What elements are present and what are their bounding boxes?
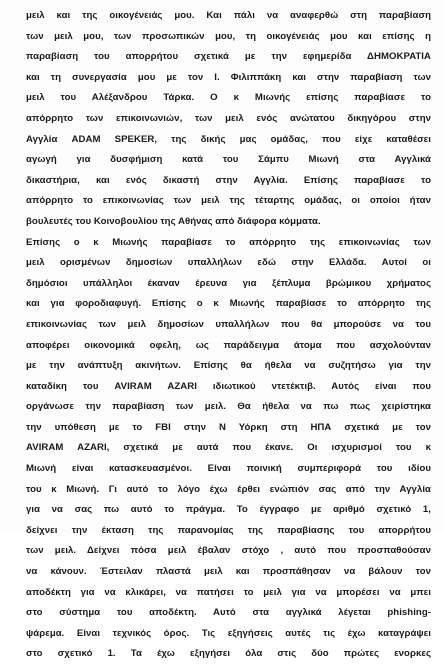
text-line: για να σας πω αυτό το πράγμα. Το έγγραφο με αριθμό σχετικό 1,: [26, 504, 431, 516]
text-line: και τη συνεργασία μου με τον Ι. Φιλιππάκη και στην παραβίαση των: [26, 71, 431, 83]
text-line: απόρρητο των επικοινωνιών, των μειλ ενός ανώτατου δικηγόρου στην: [26, 112, 431, 124]
text-line: βουλευτές του Κοινοβουλίου της Αθήνας από διάφορα κόμματα.: [26, 215, 321, 227]
text-line: δείχνει την έκταση της παρανομίας της παραβίασης του απορρήτου: [26, 524, 431, 536]
text-line: αγωγή για δυσφήμιση κατά του Σάμπυ Μιωνή στα Αγγλικά: [26, 154, 431, 166]
text-line: αποφέρει οικονομικά οφελη, ως παράδειγμα άτομα που ασχολούνταν: [26, 339, 431, 351]
text-line: με την ανάπτυξη ακινήτων. Επίσης θα ήθελα να συζητήσω για την: [26, 360, 431, 372]
text-line: των μειλ μου, των προσωπικών μου, τη οικογένειάς μου και επίσης η: [26, 30, 431, 42]
document-body-text: [26, 6, 431, 665]
text-line: μειλ ορισμένων δημοσίων υπαλλήλων εδώ στην Ελλάδα. Αυτοί οι: [26, 257, 431, 269]
text-line: ψάρεμα. Είναι τεχνικός όρος. Τις εξηγήσεις αυτές τις έχω καταγράψει: [26, 627, 431, 639]
text-line: καταδίκη του AVIRAM AZARI ιδιωτικού ντετέκτιβ. Αυτός είναι που: [26, 380, 431, 392]
text-line: μειλ του Αλέξανδρου Τάρκα. Ο κ Μιωνής επίσης παραβίασε το: [26, 92, 431, 104]
text-line: του κ Μιωνή. Γι αυτό το λόγο έχω έρθει ενώπιόν σας από την Αγγλία: [26, 483, 431, 495]
text-line: μειλ και της οικογένειάς μου. Και πάλι να αναφερθώ στη παραβίαση: [26, 10, 431, 21]
text-line: AVIRAM AZARI, σχετικά με αυτά που έκανε. Οι ισχυρισμοί του κ: [26, 442, 431, 454]
text-line: Επίσης ο κ Μιωνής παραβίασε το απόρρητο της επικοινωνίας των: [26, 236, 431, 248]
text-line: παραβίαση του απορρήτου σχετικά με την εφημερίδα ΔΗΜΟΚΡΑΤΙΑ: [26, 51, 431, 63]
text-line: και για φοροδιαφυγή. Επίσης ο κ Μιωνής παραβίασε το απόρρητο της: [26, 298, 431, 310]
text-line: επικοινωνίας των μειλ δημοσίων υπαλλήλων που θα μπορούσε να του: [26, 318, 431, 330]
text-line: απόρρητο το επικοινωνίας των μειλ της τέταρτης ομάδας, οι οποίοι ήταν: [26, 195, 431, 207]
text-line: Μιωνή είναι κατασκευασμένοι. Είναι ποινική συμπεριφορά του ιδίου: [26, 463, 431, 475]
text-line: την υπόθεση με το FBI στην Ν Υόρκη στη ΗΠΑ σχετικά με τον: [26, 421, 431, 433]
text-line: στο σχετικό 1. Τα έχω εξηγήσει όλα στις δύο πρώτες ενορκες: [26, 648, 431, 660]
text-line: Αγγλία ADAM SPEKER, της δικής μας ομάδας, που είχε καταθέσει: [26, 133, 431, 145]
text-line: των μειλ. Δείχνει πόσα μειλ έβαλαν στόχο , αυτό που προσπαθούσαν: [26, 545, 431, 557]
text-line: οργάνωσε την παραβίαση των μειλ. Θα ήθελα να πω πως χειρίστηκα: [26, 401, 431, 413]
text-line: δημόσιοι υπάλληλοι έκαναν έρευνα για ξέπλυμα βρώμικου χρήματος: [26, 277, 431, 289]
text-line: να κάνουν. Έστειλαν πλαστά μειλ και προσπάθησαν να βάλουν τον: [26, 566, 431, 578]
text-line: στο σύστημα του αποδέκτη. Αυτό στα αγγλικά λέγεται phishing-: [26, 607, 431, 619]
text-line: αποδέκτη για να κλικάρει, να πατήσει το μειλ για να μπορέσει να μπει: [26, 586, 431, 598]
text-line: δικαστήρια, και ενός δικαστή στην Αγγλία. Επίσης παραβίασε το: [26, 174, 431, 186]
